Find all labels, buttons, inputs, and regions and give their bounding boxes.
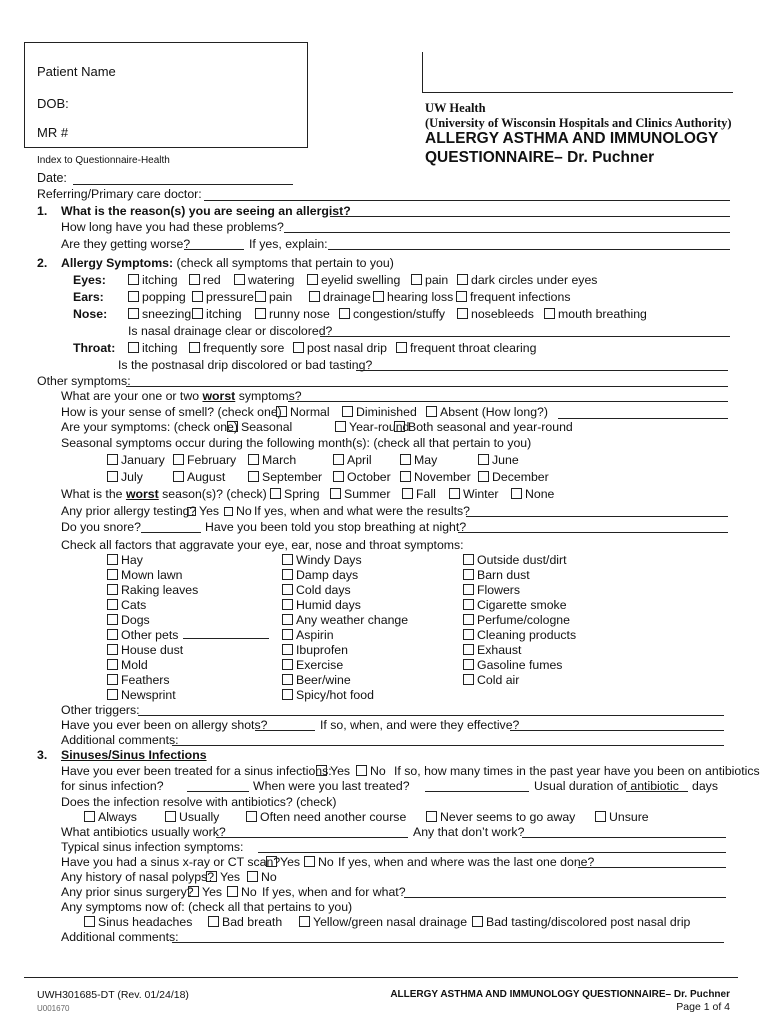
q2-title <box>61 256 394 270</box>
throat-opt[interactable]: frequently sore <box>189 341 284 355</box>
checkbox-icon[interactable] <box>457 308 468 319</box>
month-opt[interactable]: July <box>107 470 143 484</box>
checkbox-icon[interactable] <box>339 308 350 319</box>
q1-how-long-field[interactable] <box>284 232 730 233</box>
checkbox-icon[interactable] <box>208 916 219 927</box>
factors-q: Check all factors that aggravate your eye, ear, nose and throat symptoms: <box>61 538 464 552</box>
other-triggers-field[interactable] <box>138 715 724 716</box>
usual-duration-label: Usual duration of antibiotic <box>534 779 679 793</box>
checkbox-icon[interactable] <box>255 308 266 319</box>
checkbox-icon[interactable] <box>107 644 118 655</box>
throat-label: Throat: <box>73 341 116 355</box>
checkbox-icon[interactable] <box>84 811 95 822</box>
factor-opt[interactable]: Flowers <box>463 583 520 597</box>
org-full-name: (University of Wisconsin Hospitals and Clinics Authority) <box>425 116 732 130</box>
q2-additional-label: Additional comments: <box>61 733 179 747</box>
checkbox-icon[interactable] <box>402 488 413 499</box>
no-opt[interactable]: No <box>224 504 252 518</box>
checkbox-icon[interactable] <box>463 569 474 580</box>
q2-title-rest: (check all symptoms that pertain to you) <box>176 256 394 270</box>
nose-opt[interactable]: runny nose <box>255 307 330 321</box>
nose-opt[interactable]: nosebleeds <box>457 307 534 321</box>
ears-opt[interactable]: hearing loss <box>373 290 453 304</box>
month-opt[interactable]: November <box>400 470 471 484</box>
checkbox-icon[interactable] <box>426 406 437 417</box>
what-antibiotics-field[interactable] <box>216 837 408 838</box>
other-symptoms-field[interactable] <box>126 386 728 387</box>
form-title-line2: QUESTIONNAIRE– Dr. Puchner <box>425 149 655 166</box>
smell-opt[interactable]: Diminished <box>342 405 417 419</box>
q3-additional-label: Additional comments: <box>61 930 179 944</box>
q3-number: 3. <box>37 748 48 762</box>
symptom-now-opt[interactable]: Bad tasting/discolored post nasal drip <box>472 915 690 929</box>
worst-symptoms-q: What are your one or two worst symptoms? <box>61 389 302 403</box>
season-opt[interactable]: Winter <box>449 487 499 501</box>
surgery-q: Any prior sinus surgery? <box>61 885 194 899</box>
checkbox-icon[interactable] <box>282 689 293 700</box>
symptoms-now-q: Any symptoms now of: (check all that pertains to you) <box>61 900 353 914</box>
checkbox-icon[interactable] <box>282 584 293 595</box>
ears-opt[interactable]: frequent infections <box>456 290 571 304</box>
checkbox-icon[interactable] <box>595 811 606 822</box>
checkbox-icon[interactable] <box>107 659 118 670</box>
checkbox-icon[interactable] <box>227 886 238 897</box>
checkbox-icon[interactable] <box>84 916 95 927</box>
other-symptoms-label: Other symptoms: <box>37 374 131 388</box>
factor-opt[interactable]: Exercise <box>282 658 343 672</box>
factor-opt[interactable]: Raking leaves <box>107 583 198 597</box>
checkbox-icon[interactable] <box>227 421 238 432</box>
checkbox-icon[interactable] <box>188 886 199 897</box>
factor-opt[interactable]: Spicy/hot food <box>282 688 374 702</box>
yes-opt[interactable]: Yes <box>206 870 240 884</box>
checkbox-icon[interactable] <box>478 454 489 465</box>
symptom-now-opt[interactable]: Bad breath <box>208 915 282 929</box>
typical-symptoms-field[interactable] <box>258 852 726 853</box>
checkbox-icon[interactable] <box>270 488 281 499</box>
checkbox-icon[interactable] <box>247 871 258 882</box>
symptom-now-opt[interactable]: Sinus headaches <box>84 915 192 929</box>
allergy-shots-q: Have you ever been on allergy shots? <box>61 718 268 732</box>
checkbox-icon[interactable] <box>299 916 310 927</box>
checkbox-icon[interactable] <box>189 274 200 285</box>
checkbox-icon[interactable] <box>187 507 196 516</box>
for-sinus-label: for sinus infection? <box>61 779 164 793</box>
factor-opt[interactable]: Feathers <box>107 673 170 687</box>
factor-opt[interactable]: Hay <box>107 553 143 567</box>
treated-how-many: If so, how many times in the past year have you been on antibiotics <box>394 764 760 778</box>
checkbox-icon[interactable] <box>248 471 259 482</box>
nasal-drainage-q: Is nasal drainage clear or discolored? <box>128 324 333 338</box>
checkbox-icon[interactable] <box>463 554 474 565</box>
checkbox-icon[interactable] <box>478 471 489 482</box>
snore-field[interactable] <box>141 532 201 533</box>
q1-how-long: How long have you had these problems? <box>61 220 284 234</box>
eyes-opt[interactable]: red <box>189 273 221 287</box>
month-opt[interactable]: May <box>400 453 437 467</box>
checkbox-icon[interactable] <box>128 308 139 319</box>
season-opt[interactable]: Fall <box>402 487 436 501</box>
seasonal-opt[interactable]: Year-round <box>335 420 409 434</box>
checkbox-icon[interactable] <box>342 406 353 417</box>
month-opt[interactable]: August <box>173 470 225 484</box>
checkbox-icon[interactable] <box>411 274 422 285</box>
yes-opt[interactable]: Yes <box>266 855 300 869</box>
factor-opt[interactable]: Dogs <box>107 613 150 627</box>
testing-field[interactable] <box>466 516 728 517</box>
month-opt[interactable]: September <box>248 470 322 484</box>
factor-opt[interactable]: Cold air <box>463 673 519 687</box>
checkbox-icon[interactable] <box>449 488 460 499</box>
checkbox-icon[interactable] <box>192 291 203 302</box>
factor-opt[interactable]: House dust <box>107 643 183 657</box>
q2-title-bold: Allergy Symptoms: <box>61 256 174 270</box>
checkbox-icon[interactable] <box>107 584 118 595</box>
no-opt[interactable]: No <box>247 870 277 884</box>
shots-when-q: If so, when, and were they effective? <box>320 718 520 732</box>
checkbox-icon[interactable] <box>266 856 277 867</box>
factor-opt[interactable]: Humid days <box>282 598 361 612</box>
checkbox-icon[interactable] <box>246 811 257 822</box>
any-not-work-field[interactable] <box>522 837 726 838</box>
snore-q: Do you snore? <box>61 520 141 534</box>
duration-days-field[interactable] <box>626 791 688 792</box>
q1-number: 1. <box>37 204 48 218</box>
any-not-work-q: Any that don’t work? <box>413 825 525 839</box>
factor-opt[interactable]: Perfume/cologne <box>463 613 570 627</box>
eyes-opt[interactable]: watering <box>234 273 294 287</box>
nose-opt[interactable]: itching <box>192 307 242 321</box>
factor-opt[interactable]: Other pets <box>107 628 269 642</box>
factor-opt[interactable]: Any weather change <box>282 613 408 627</box>
stop-breathing-q: Have you been told you stop breathing at night? <box>205 520 467 534</box>
footer-small-code: U001670 <box>37 1004 70 1013</box>
testing-when: If yes, when and what were the results? <box>254 504 470 518</box>
checkbox-icon[interactable] <box>472 916 483 927</box>
checkbox-icon[interactable] <box>309 291 320 302</box>
month-opt[interactable]: February <box>173 453 236 467</box>
checkbox-icon[interactable] <box>206 871 217 882</box>
factor-opt[interactable]: Cigarette smoke <box>463 598 567 612</box>
referring-field[interactable] <box>204 200 730 201</box>
checkbox-icon[interactable] <box>189 342 200 353</box>
checkbox-icon[interactable] <box>107 471 118 482</box>
seasonal-opt[interactable]: Both seasonal and year-round <box>394 420 573 434</box>
factor-opt[interactable]: Ibuprofen <box>282 643 348 657</box>
xray-q: Have you had a sinus x-ray or CT scan? <box>61 855 281 869</box>
checkbox-icon[interactable] <box>356 765 367 776</box>
q2-number: 2. <box>37 256 48 270</box>
q1-worse-field[interactable] <box>184 249 244 250</box>
factor-opt[interactable]: Barn dust <box>463 568 530 582</box>
nose-opt[interactable]: sneezing <box>128 307 191 321</box>
checkbox-icon[interactable] <box>282 569 293 580</box>
q1-explain-field[interactable] <box>328 249 730 250</box>
checkbox-icon[interactable] <box>463 644 474 655</box>
surgery-when-field[interactable] <box>404 897 726 898</box>
factor-opt[interactable]: Windy Days <box>282 553 362 567</box>
q1-reason-field[interactable] <box>330 216 730 217</box>
surgery-when-q: If yes, when and for what? <box>262 885 406 899</box>
yes-opt[interactable]: Yes <box>316 764 350 778</box>
q1-worse: Are they getting worse? <box>61 237 191 251</box>
smell-how-long-field[interactable] <box>558 418 728 419</box>
checkbox-icon[interactable] <box>107 599 118 610</box>
checkbox-icon[interactable] <box>316 765 327 776</box>
smell-opt[interactable]: Normal <box>276 405 330 419</box>
seasonal-opt[interactable]: Seasonal <box>227 420 292 434</box>
nose-label: Nose: <box>73 307 108 321</box>
checkbox-icon[interactable] <box>128 342 139 353</box>
checkbox-icon[interactable] <box>330 488 341 499</box>
checkbox-icon[interactable] <box>463 659 474 670</box>
for-sinus-field[interactable] <box>187 791 249 792</box>
typical-symptoms-label: Typical sinus infection symptoms: <box>61 840 244 854</box>
factor-opt[interactable]: Cleaning products <box>463 628 576 642</box>
q3-additional-field[interactable] <box>172 942 724 943</box>
checkbox-icon[interactable] <box>282 659 293 670</box>
smell-opt[interactable]: Absent (How long?) <box>426 405 548 419</box>
checkbox-icon[interactable] <box>333 454 344 465</box>
factor-opt[interactable]: Cold days <box>282 583 351 597</box>
checkbox-icon[interactable] <box>463 674 474 685</box>
checkbox-icon[interactable] <box>165 811 176 822</box>
checkbox-icon[interactable] <box>394 421 405 432</box>
patient-name-label: Patient Name <box>37 64 116 79</box>
eyes-opt[interactable]: pain <box>411 273 448 287</box>
factor-opt[interactable]: Cats <box>107 598 146 612</box>
month-opt[interactable]: October <box>333 470 391 484</box>
factor-opt[interactable]: Gasoline fumes <box>463 658 562 672</box>
checkbox-icon[interactable] <box>335 421 346 432</box>
header-bracket <box>422 52 733 93</box>
eyes-label: Eyes: <box>73 273 106 287</box>
worst-word: worst <box>202 389 236 403</box>
checkbox-icon[interactable] <box>248 454 259 465</box>
other-triggers-label: Other triggers: <box>61 703 140 717</box>
checkbox-icon[interactable] <box>107 614 118 625</box>
date-label: Date: <box>37 171 67 185</box>
checkbox-icon[interactable] <box>293 342 304 353</box>
checkbox-icon[interactable] <box>456 291 467 302</box>
no-opt[interactable]: No <box>227 885 257 899</box>
ears-opt[interactable]: popping <box>128 290 186 304</box>
season-opt[interactable]: Summer <box>330 487 390 501</box>
factor-opt[interactable]: Beer/wine <box>282 673 351 687</box>
days-label: days <box>692 779 718 793</box>
checkbox-icon[interactable] <box>276 406 287 417</box>
checkbox-icon[interactable] <box>282 644 293 655</box>
postnasal-field[interactable] <box>356 370 728 371</box>
checkbox-icon[interactable] <box>107 554 118 565</box>
checkbox-icon[interactable] <box>128 274 139 285</box>
yes-opt[interactable]: Yes <box>187 504 219 518</box>
factor-opt[interactable]: Exhaust <box>463 643 521 657</box>
org-name: UW Health <box>425 101 486 115</box>
checkbox-icon[interactable] <box>463 629 474 640</box>
month-opt[interactable]: January <box>107 453 165 467</box>
checkbox-icon[interactable] <box>304 856 315 867</box>
checkbox-icon[interactable] <box>282 614 293 625</box>
resolve-opt[interactable]: Always <box>84 810 137 824</box>
checkbox-icon[interactable] <box>463 584 474 595</box>
footer-form-code: UWH301685-DT (Rev. 01/24/18) <box>37 989 189 1001</box>
xray-when-field[interactable] <box>578 867 726 868</box>
no-opt[interactable]: No <box>356 764 386 778</box>
resolve-opt[interactable]: Unsure <box>595 810 649 824</box>
mr-label: MR # <box>37 125 69 140</box>
season-opt[interactable]: Spring <box>270 487 320 501</box>
ears-opt[interactable]: drainage <box>309 290 371 304</box>
checkbox-icon[interactable] <box>173 454 184 465</box>
eyes-opt[interactable]: itching <box>128 273 178 287</box>
throat-opt[interactable]: itching <box>128 341 178 355</box>
throat-opt[interactable]: post nasal drip <box>293 341 387 355</box>
checkbox-icon[interactable] <box>128 291 139 302</box>
factor-opt[interactable]: Outside dust/dirt <box>463 553 567 567</box>
factor-opt[interactable]: Mown lawn <box>107 568 183 582</box>
checkbox-icon[interactable] <box>173 471 184 482</box>
yes-opt[interactable]: Yes <box>188 885 222 899</box>
factor-opt[interactable]: Newsprint <box>107 688 176 702</box>
footer-title: ALLERGY ASTHMA AND IMMUNOLOGY QUESTIONNAIRE– Dr. Puchner <box>390 989 730 1000</box>
prior-testing-q: Any prior allergy testing? <box>61 504 197 518</box>
resolve-opt[interactable]: Never seems to go away <box>426 810 575 824</box>
checkbox-icon[interactable] <box>544 308 555 319</box>
month-opt[interactable]: June <box>478 453 519 467</box>
q2-additional-field[interactable] <box>172 745 724 746</box>
throat-opt[interactable]: frequent throat clearing <box>396 341 536 355</box>
nose-opt[interactable]: mouth breathing <box>544 307 647 321</box>
checkbox-icon[interactable] <box>426 811 437 822</box>
referring-label: Referring/Primary care doctor: <box>37 187 202 201</box>
nasal-drainage-field[interactable] <box>320 336 730 337</box>
footer-page: Page 1 of 4 <box>676 1001 730 1013</box>
seasonal-q: Are your symptoms: (check one) <box>61 420 238 434</box>
checkbox-icon[interactable] <box>457 274 468 285</box>
dob-label: DOB: <box>37 96 69 111</box>
month-opt[interactable]: March <box>248 453 296 467</box>
last-treated-field[interactable] <box>425 791 529 792</box>
smell-q: How is your sense of smell? (check one) <box>61 405 282 419</box>
checkbox-icon[interactable] <box>192 308 203 319</box>
month-opt[interactable]: December <box>478 470 549 484</box>
q1-question: What is the reason(s) you are seeing an allergist? <box>61 204 351 218</box>
date-field[interactable] <box>73 184 293 185</box>
index-label: Index to Questionnaire-Health <box>37 155 170 166</box>
treated-q: Have you ever been treated for a sinus infections: <box>61 764 332 778</box>
checkbox-icon[interactable] <box>107 454 118 465</box>
checkbox-icon[interactable] <box>463 614 474 625</box>
resolve-opt[interactable]: Often need another course <box>246 810 406 824</box>
xray-when-q: If yes, when and where was the last one done? <box>338 855 595 869</box>
checkbox-icon[interactable] <box>463 599 474 610</box>
other-pets-field[interactable] <box>183 628 269 639</box>
q3-title: Sinuses/Sinus Infections <box>61 748 207 762</box>
symptom-now-opt[interactable]: Yellow/green nasal drainage <box>299 915 467 929</box>
polyps-q: Any history of nasal polyps? <box>61 870 215 884</box>
worst-symptoms-field[interactable] <box>288 401 728 402</box>
what-antibiotics-q: What antibiotics usually work? <box>61 825 226 839</box>
factor-opt[interactable]: Mold <box>107 658 148 672</box>
checkbox-icon[interactable] <box>282 554 293 565</box>
factor-opt[interactable]: Aspirin <box>282 628 334 642</box>
checkbox-icon[interactable] <box>282 629 293 640</box>
factor-opt[interactable]: Damp days <box>282 568 358 582</box>
checkbox-icon[interactable] <box>224 507 233 516</box>
checkbox-icon[interactable] <box>511 488 522 499</box>
month-opt[interactable]: April <box>333 453 372 467</box>
stop-breathing-field[interactable] <box>458 532 728 533</box>
ears-label: Ears: <box>73 290 104 304</box>
postnasal-q: Is the postnasal drip discolored or bad tasting? <box>118 358 373 372</box>
checkbox-icon[interactable] <box>400 471 411 482</box>
q1-if-yes: If yes, explain: <box>249 237 328 251</box>
checkbox-icon[interactable] <box>107 674 118 685</box>
checkbox-icon[interactable] <box>107 629 118 640</box>
resolve-opt[interactable]: Usually <box>165 810 219 824</box>
no-opt[interactable]: No <box>304 855 334 869</box>
footer-rule <box>24 977 738 978</box>
form-title-line1: ALLERGY ASTHMA AND IMMUNOLOGY <box>425 130 719 147</box>
checkbox-icon[interactable] <box>107 689 118 700</box>
ears-opt[interactable]: pressure <box>192 290 254 304</box>
checkbox-icon[interactable] <box>255 291 266 302</box>
checkbox-icon[interactable] <box>307 274 318 285</box>
season-opt[interactable]: None <box>511 487 554 501</box>
checkbox-icon[interactable] <box>396 342 407 353</box>
eyes-opt[interactable]: eyelid swelling <box>307 273 400 287</box>
checkbox-icon[interactable] <box>333 471 344 482</box>
shots-when-field[interactable] <box>510 730 724 731</box>
checkbox-icon[interactable] <box>234 274 245 285</box>
ears-opt[interactable]: pain <box>255 290 292 304</box>
allergy-shots-field[interactable] <box>255 730 315 731</box>
nose-opt[interactable]: congestion/stuffy <box>339 307 445 321</box>
worst-season-q: What is the worst season(s)? (check) <box>61 487 267 501</box>
checkbox-icon[interactable] <box>107 569 118 580</box>
checkbox-icon[interactable] <box>282 599 293 610</box>
checkbox-icon[interactable] <box>400 454 411 465</box>
checkbox-icon[interactable] <box>282 674 293 685</box>
eyes-opt[interactable]: dark circles under eyes <box>457 273 597 287</box>
last-treated-label: When were you last treated? <box>253 779 410 793</box>
resolve-q: Does the infection resolve with antibiotics? (check) <box>61 795 337 809</box>
months-q: Seasonal symptoms occur during the following month(s): (check all that pertain to you) <box>61 436 532 450</box>
checkbox-icon[interactable] <box>373 291 384 302</box>
